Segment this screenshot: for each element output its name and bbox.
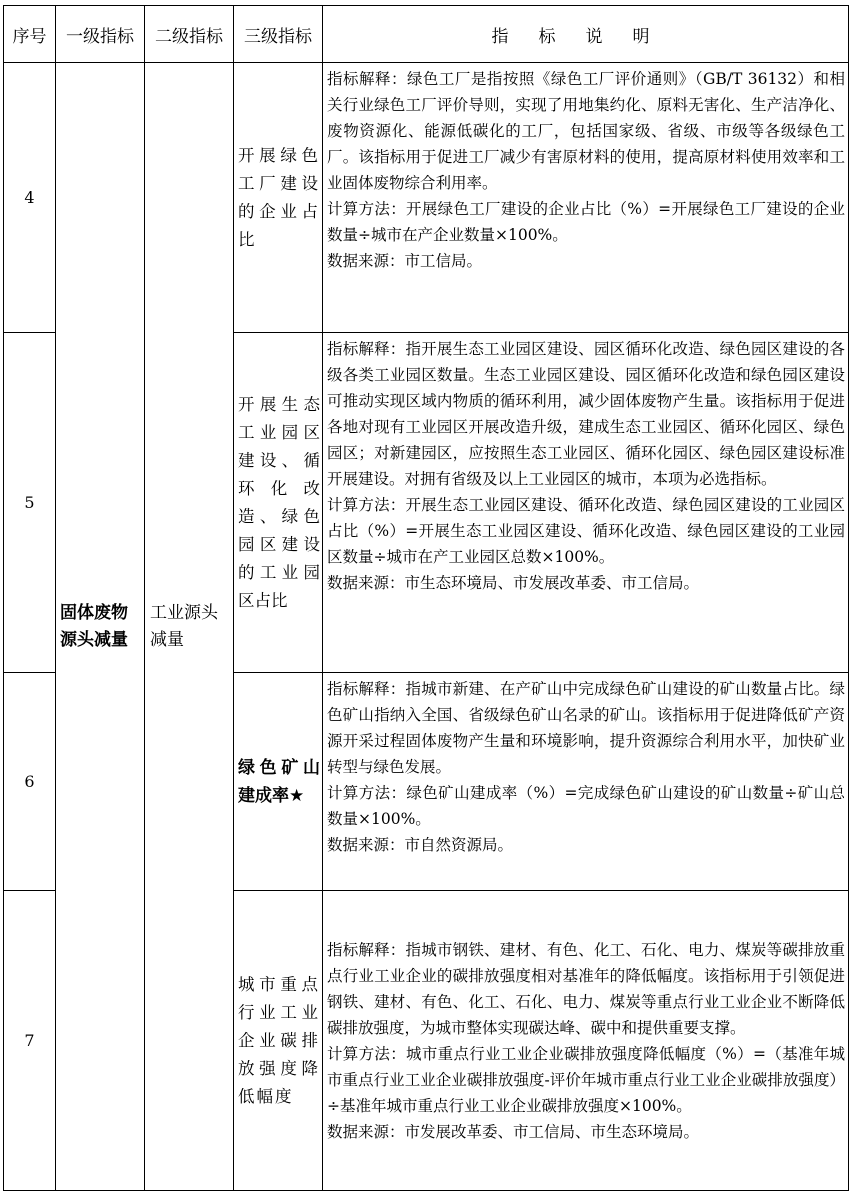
header-level2: 二级指标 xyxy=(145,6,234,63)
indicator-description xyxy=(323,63,849,333)
explanation-text: 指标解释：绿色工厂是指按照《绿色工厂评价通则》（GB/T 36132）和相关行业绿色工厂评价导则，实现了用地集约化、原料无害化、生产洁净化、废物资源化、能源低碳化的工厂，包括国家级、省级、市级等各级绿色工厂。该指标用于促进工厂减少有害原材料的使用，提高原材料使用效率和工业固体废物综合利用率。 xyxy=(327,70,845,192)
indicator-table xyxy=(3,5,849,1191)
explanation-text: 指标解释：指开展生态工业园区建设、园区循环化改造、绿色园区建设的各级各类工业园区数量。生态工业园区建设、园区循环化改造和绿色园区建设可推动实现区域内物质的循环利用，减少固体废物产生量。该指标用于促进各地对现有工业园区开展改造升级，建成生态工业园区、循环化园区、绿色园区；对新建园区，应按照生态工业园区、循环化园区、绿色园区建设标准开展建设。对拥有省级及以上工业园区的城市，本项为必选指标。 xyxy=(327,340,845,488)
header-level1: 一级指标 xyxy=(56,6,145,63)
method-text: 计算方法：开展生态工业园区建设、循环化改造、绿色园区建设的工业园区占比（%）=开展生态工业园区建设、循环化改造、绿色园区建设的工业园区数量÷城市在产工业园区总数×100%。 xyxy=(327,496,845,566)
row-number: 5 xyxy=(4,333,56,673)
level2-indicator: 工业源头减量 xyxy=(145,63,234,1191)
level3-indicator: 城市重点行业工业企业碳排放强度降低幅度 xyxy=(234,891,323,1191)
table-header-row xyxy=(4,6,849,63)
source-text: 数据来源：市工信局。 xyxy=(327,252,483,270)
row-number: 7 xyxy=(4,891,56,1191)
source-text: 数据来源：市生态环境局、市发展改革委、市工信局。 xyxy=(327,574,700,592)
row-number: 4 xyxy=(4,63,56,333)
level3-indicator: 绿色矿山建成率★ xyxy=(234,673,323,891)
method-text: 计算方法：开展绿色工厂建设的企业占比（%）=开展绿色工厂建设的企业数量÷城市在产企业数量×100%。 xyxy=(327,200,845,244)
level3-indicator: 开展绿色工厂建设的企业占比 xyxy=(234,63,323,333)
table-row xyxy=(4,63,849,333)
explanation-text: 指标解释：指城市钢铁、建材、有色、化工、石化、电力、煤炭等碳排放重点行业工业企业的碳排放强度相对基准年的降低幅度。该指标用于引领促进钢铁、建材、有色、化工、石化、电力、煤炭等重点行业工业企业不断降低碳排放强度，为城市整体实现碳达峰、碳中和提供重要支撑。 xyxy=(327,940,845,1037)
indicator-description xyxy=(323,673,849,891)
method-text: 计算方法：城市重点行业工业企业碳排放强度降低幅度（%）=（基准年城市重点行业工业企业碳排放强度-评价年城市重点行业工业企业碳排放强度）÷基准年城市重点行业工业企业碳排放强度×100%。 xyxy=(327,1044,845,1115)
level3-indicator: 开展生态工业园区建设、循环化改造、绿色园区建设的工业园区占比 xyxy=(234,333,323,673)
indicator-description xyxy=(323,891,849,1191)
header-description: 指标说明 xyxy=(323,6,849,63)
indicator-description xyxy=(323,333,849,673)
header-no: 序号 xyxy=(4,6,56,63)
level1-indicator: 固体废物源头减量 xyxy=(56,63,145,1191)
method-text: 计算方法：绿色矿山建成率（%）=完成绿色矿山建设的矿山数量÷矿山总数量×100%。 xyxy=(327,784,845,828)
explanation-text: 指标解释：指城市新建、在产矿山中完成绿色矿山建设的矿山数量占比。绿色矿山指纳入全国、省级绿色矿山名录的矿山。该指标用于促进降低矿产资源开采过程固体废物产生量和环境影响，提升资源综合利用水平，加快矿业转型与绿色发展。 xyxy=(327,680,845,776)
source-text: 数据来源：市发展改革委、市工信局、市生态环境局。 xyxy=(327,1122,700,1141)
row-number: 6 xyxy=(4,673,56,891)
header-level3: 三级指标 xyxy=(234,6,323,63)
source-text: 数据来源：市自然资源局。 xyxy=(327,836,514,854)
